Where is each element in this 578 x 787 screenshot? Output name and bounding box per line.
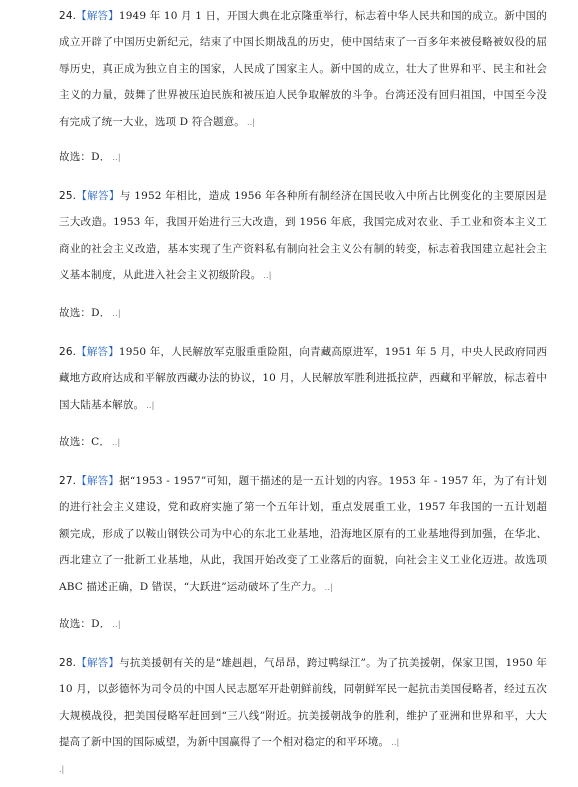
- explanation-text: 与抗美援朝有关的是“雄赳赳，气昂昂，跨过鸭绿江”。为了抗美援朝，保家卫国，1950 年 10 月，以彭德怀为司令员的中国人民志愿军开赴朝鲜前线，同朝鲜军民一起抗击美国侵略者，经过五次大规模战役，把美国侵略军赶回到“三八线”附近。抗美援朝战争的胜利，维护了亚洲和世界和平，大大提高了新中国的国际威望，为新中国赢得了一个相对稳定的和平环境。: [59, 657, 547, 749]
- question-number: 28.: [59, 657, 77, 669]
- paragraph-mark: ..|: [112, 620, 121, 629]
- paragraph-mark: ..|: [112, 309, 121, 318]
- question-number: 27.: [59, 475, 77, 487]
- explanation-paragraph: [59, 183, 547, 290]
- paragraph-mark: ..|: [324, 582, 333, 592]
- explanation-text: 与 1952 年相比，造成 1956 年各种所有制经济在国民收入中所占比例变化的主要原因是三大改造。1953 年，我国开始进行三大改造，到 1956 年底，我国完成对农业、手工业和资本主义工商业的社会主义改造，基本实现了生产资料私有制向社会主义公有制的转变，标志着我国建立起社会主义基本制度，从此进入社会主义初级阶段。: [59, 190, 547, 282]
- explanation-paragraph: [59, 650, 547, 757]
- paragraph-mark: ..|: [263, 271, 272, 281]
- answer-tag: 【解答】: [76, 346, 119, 358]
- answer-line-24: [59, 150, 121, 165]
- explanation-paragraph: [59, 339, 547, 419]
- paragraph-mark: ..|: [391, 738, 400, 748]
- answer-tag: 【解答】: [76, 657, 120, 669]
- answer-text: 故选：D．: [59, 151, 111, 163]
- paragraph-mark: ..|: [112, 438, 121, 447]
- question-number: 25.: [59, 190, 77, 202]
- paragraph-mark: ..|: [246, 117, 256, 127]
- question-number: 24.: [59, 10, 77, 22]
- answer-text: 故选：C．: [59, 436, 111, 448]
- question-25-explanation: [59, 183, 547, 290]
- answer-text: 故选：D．: [59, 618, 111, 630]
- paragraph-mark: ..|: [146, 400, 155, 410]
- answer-line-25: [59, 306, 121, 321]
- explanation-text: 1950 年，人民解放军克服重重险阻，向青藏高原进军，1951 年 5 月，中央人民政府同西藏地方政府达成和平解放西藏办法的协议，10 月，人民解放军胜利进抵拉萨，西藏和平解放，标志着中国大陆基本解放。: [59, 346, 547, 411]
- question-26-explanation: [59, 339, 547, 419]
- paragraph-mark: ..|: [112, 153, 121, 162]
- explanation-text: 1949 年 10 月 1 日，开国大典在北京隆重举行，标志着中华人民共和国的成立。新中国的成立开辟了中国历史新纪元，结束了中国长期战乱的历史，使中国结束了一百多年来被侵略被奴役的屈辱历史，真正成为独立自主的国家，人民成了国家主人。新中国的成立，壮大了世界和平、民主和社会主义的力量，鼓舞了世界被压迫民族和被压迫人民争取解放的斗争。台湾还没有回归祖国，中国至今没有完成了统一大业，选项 D 符合题意。: [59, 10, 547, 128]
- answer-line-27: [59, 617, 121, 632]
- answer-tag: 【解答】: [76, 475, 120, 487]
- explanation-paragraph: [59, 468, 547, 601]
- question-number: 26.: [59, 346, 77, 358]
- question-27-explanation: [59, 468, 547, 601]
- answer-text: 故选：D．: [59, 307, 111, 319]
- footer-mark: .|: [59, 765, 65, 774]
- answer-tag: 【解答】: [76, 190, 120, 202]
- answer-line-26: [59, 435, 120, 450]
- answer-tag: 【解答】: [76, 10, 119, 22]
- explanation-paragraph: [59, 3, 547, 136]
- question-24-explanation: [59, 3, 547, 136]
- question-28-explanation: [59, 650, 547, 757]
- explanation-text: 据“1953 - 1957”可知，题干描述的是一五计划的内容。1953 年 - 1957 年，为了有计划的进行社会主义建设，党和政府实施了第一个五年计划，重点发展重工业，1957 年我国的一五计划超额完成，形成了以鞍山钢铁公司为中心的东北工业基地，沿海地区原有的工业基地得到加强，在华北、西北建立了一批新工业基地，从此，我国开始改变了工业落后的面貌，向社会主义工业化迈进。故选项 ABC 描述正确，D 错误，“大跃进”运动破坏了生产力。: [59, 475, 547, 593]
